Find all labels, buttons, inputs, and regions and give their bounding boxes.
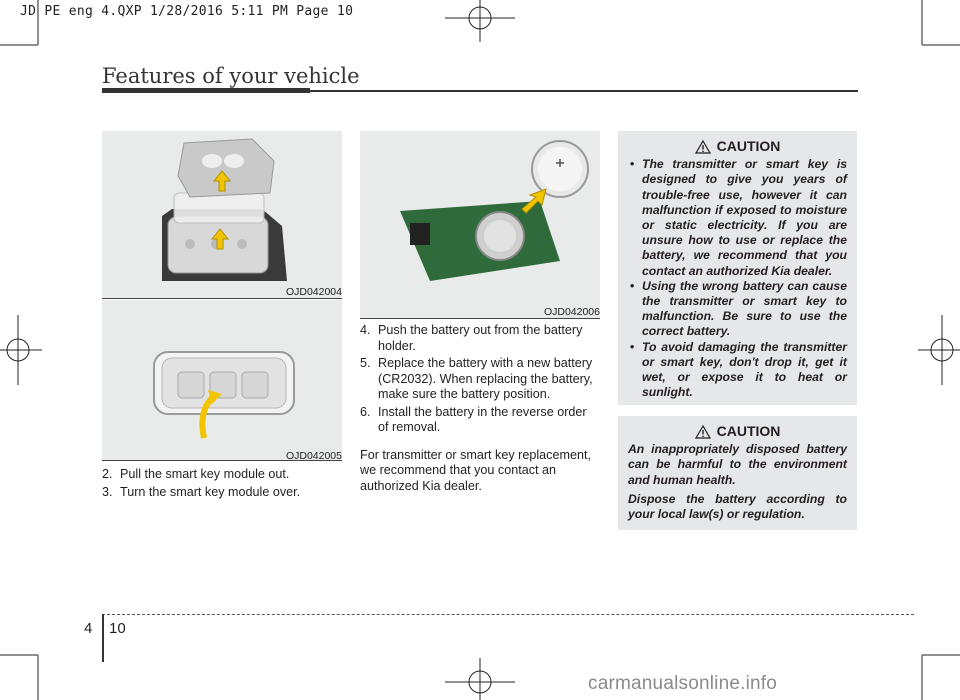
caution-title: CAUTION — [716, 138, 781, 154]
caution-box-2 — [618, 416, 857, 530]
caution-header — [628, 139, 847, 154]
warning-icon — [695, 425, 711, 439]
caution-item: • Using the wrong battery can cause the transmitter or smart key to malfunction. Be sure to use the correct battery. — [628, 279, 847, 340]
figure3-rule — [360, 318, 600, 319]
caution-paragraph: Dispose the battery according to your local law(s) or regulation. — [628, 491, 847, 522]
page-number: 10 — [109, 620, 126, 637]
figure-smart-key-module — [102, 300, 342, 460]
smart-key-illustration — [102, 131, 342, 298]
warning-icon — [695, 140, 711, 154]
print-header: JD PE eng 4.QXP 1/28/2016 5:11 PM Page 10 — [20, 4, 354, 19]
footer-tick — [102, 614, 104, 662]
title-bar — [102, 88, 310, 93]
caution-paragraph: An inappropriately disposed battery can be harmful to the environment and human health. — [628, 442, 847, 487]
smart-key-module-illustration — [102, 300, 342, 460]
left-steps — [102, 467, 342, 502]
section-title: Features of your vehicle — [102, 64, 360, 88]
watermark: carmanualsonline.info — [588, 673, 778, 694]
figure1-caption: OJD042004 — [285, 286, 342, 298]
replacement-note: For transmitter or smart key replacement, we recommend that you contact an authorized Kia dealer. — [360, 447, 591, 493]
step-item: 6. Install the battery in the reverse order of removal. — [360, 404, 587, 434]
figure-smart-key-disassembled — [102, 131, 342, 298]
title-rule — [310, 90, 858, 92]
footer-rule — [102, 614, 914, 615]
chapter-number: 4 — [84, 620, 93, 637]
step-item: 4. Push the battery out from the battery holder. — [360, 323, 583, 353]
caution-item: • The transmitter or smart key is designed to give you years of trouble-free use, however it can malfunction if exposed to moisture or static electricity. If you are unsure how to use or replace the battery, we recommend that you contact an authorized Kia dealer. — [628, 157, 847, 279]
figure-battery-removal — [360, 131, 600, 318]
caution-item: • To avoid damaging the transmitter or smart key, don't drop it, get it wet, or expose it to heat or sunlight. — [628, 340, 847, 401]
step-item: 3. Turn the smart key module over. — [102, 484, 301, 499]
caution-title: CAUTION — [716, 423, 781, 439]
step-item: 5. Replace the battery with a new battery (CR2032). When replacing the battery, make sure the battery position. — [360, 356, 593, 401]
figure2-caption: OJD042005 — [285, 450, 342, 462]
battery-illustration — [360, 131, 600, 318]
caution-box-1 — [618, 131, 857, 405]
caution-list — [628, 157, 847, 400]
step-item: 2. Pull the smart key module out. — [102, 467, 290, 481]
figure1-rule — [102, 298, 342, 299]
middle-steps — [360, 323, 600, 494]
caution-header — [628, 424, 847, 439]
figure3-caption: OJD042006 — [543, 306, 600, 318]
